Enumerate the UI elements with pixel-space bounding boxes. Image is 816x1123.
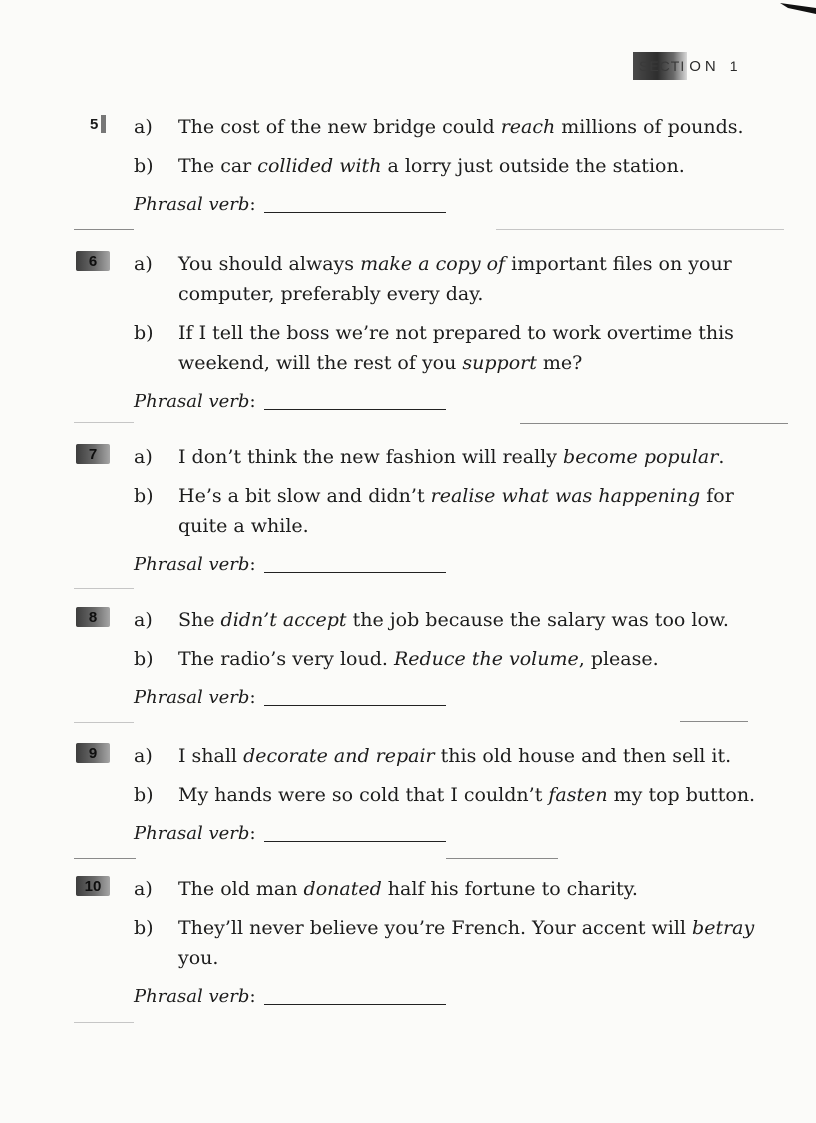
- sentence-segment: me?: [536, 352, 583, 374]
- exercise-5: [76, 112, 792, 219]
- target-phrase: fasten: [548, 784, 608, 806]
- sentence-text: [178, 780, 784, 810]
- phrasal-verb-label: Phrasal verb: [134, 687, 250, 708]
- exercise-6: [76, 249, 792, 416]
- divider: [74, 722, 134, 723]
- sentence-segment: .: [718, 446, 725, 468]
- sentence-segment: for quite a while.: [178, 485, 734, 537]
- phrasal-verb-row: Phrasal verb :: [134, 191, 792, 219]
- divider: [74, 422, 134, 423]
- phrasal-verb-label: Phrasal verb: [134, 986, 250, 1007]
- sentence-text: [178, 249, 784, 309]
- item-letter: a): [134, 446, 153, 468]
- page-number: 1: [729, 58, 738, 74]
- exercise-number: 5: [76, 114, 118, 134]
- sentence-segment: the job because the salary was too low.: [346, 609, 729, 631]
- sentence-b: [76, 913, 792, 973]
- sentence-segment: They’ll never believe you’re French. Your accent will: [178, 917, 693, 939]
- sentence-text: [178, 481, 784, 541]
- section-prefix: SECTI: [639, 58, 686, 74]
- sentence-segment: a lorry just outside the station.: [381, 155, 685, 177]
- sentence-segment: I don’t think the new fashion will really: [178, 446, 564, 468]
- divider: [74, 858, 136, 859]
- item-letter: b): [134, 485, 154, 507]
- exercise-8: [76, 605, 792, 712]
- sentence-b: [76, 644, 792, 674]
- section-header: [633, 52, 738, 80]
- target-phrase: make a copy of: [360, 253, 506, 275]
- target-phrase: betray: [692, 917, 755, 939]
- sentence-a: [76, 249, 792, 309]
- sentence-segment: millions of pounds.: [555, 116, 744, 138]
- sentence-segment: My hands were so cold that I couldn’t: [178, 784, 549, 806]
- phrasal-verb-row: Phrasal verb :: [134, 684, 792, 712]
- answer-blank[interactable]: [264, 552, 446, 573]
- sentence-a: [76, 741, 792, 771]
- sentence-segment: half his fortune to charity.: [381, 878, 638, 900]
- phrasal-verb-label: Phrasal verb: [134, 823, 250, 844]
- item-letter: a): [134, 253, 153, 275]
- sentence-segment: my top button.: [607, 784, 756, 806]
- item-letter: b): [134, 322, 154, 344]
- sentence-segment: She: [178, 609, 221, 631]
- item-letter: b): [134, 155, 154, 177]
- sentence-segment: You should always: [178, 253, 361, 275]
- exercise-number: 9: [76, 743, 110, 763]
- divider: [74, 1022, 134, 1023]
- exercise-number: 10: [76, 876, 110, 896]
- item-letter: b): [134, 917, 154, 939]
- phrasal-verb-label: Phrasal verb: [134, 554, 250, 575]
- target-phrase: didn’t accept: [220, 609, 347, 631]
- sentence-a: [76, 874, 792, 904]
- item-letter: b): [134, 648, 154, 670]
- sentence-b: [76, 780, 792, 810]
- exercise-10: [76, 874, 792, 1011]
- sentence-text: [178, 151, 784, 181]
- sentence-text: [178, 318, 784, 378]
- phrasal-verb-row: Phrasal verb :: [134, 820, 792, 848]
- phrasal-verb-label: Phrasal verb: [134, 391, 250, 412]
- sentence-segment: If I tell the boss we’re not prepared to work overtime this weekend, will the rest of you: [178, 322, 734, 374]
- target-phrase: decorate and repair: [243, 745, 435, 767]
- sentence-b: [76, 481, 792, 541]
- phrasal-verb-row: Phrasal verb :: [134, 551, 792, 579]
- phrasal-verb-row: Phrasal verb :: [134, 388, 792, 416]
- sentence-text: [178, 442, 784, 472]
- target-phrase: realise what was happening: [430, 485, 701, 507]
- sentence-segment: The radio’s very loud.: [178, 648, 394, 670]
- exercise-9: [76, 741, 792, 848]
- sentence-b: [76, 318, 792, 378]
- sentence-a: [76, 605, 792, 635]
- item-letter: a): [134, 745, 153, 767]
- sentence-segment: The car: [178, 155, 258, 177]
- section-band: [633, 52, 687, 80]
- target-phrase: donated: [303, 878, 382, 900]
- exercise-number: 7: [76, 444, 110, 464]
- phrasal-verb-label: Phrasal verb: [134, 194, 250, 215]
- sentence-segment: you.: [178, 947, 219, 969]
- target-phrase: support: [462, 352, 537, 374]
- divider: [446, 858, 558, 859]
- item-letter: a): [134, 609, 153, 631]
- sentence-text: [178, 741, 784, 771]
- sentence-segment: He’s a bit slow and didn’t: [178, 485, 431, 507]
- sentence-text: [178, 605, 784, 635]
- sentence-text: [178, 112, 784, 142]
- sentence-a: [76, 442, 792, 472]
- sentence-text: [178, 644, 784, 674]
- divider: [74, 229, 134, 230]
- sentence-segment: The cost of the new bridge could: [178, 116, 501, 138]
- divider: [520, 423, 788, 424]
- exercise-number: 6: [76, 251, 110, 271]
- phrasal-verb-row: Phrasal verb :: [134, 983, 792, 1011]
- answer-blank[interactable]: [264, 192, 446, 213]
- item-letter: a): [134, 878, 153, 900]
- divider: [496, 229, 784, 230]
- sentence-segment: , please.: [578, 648, 659, 670]
- divider: [74, 588, 134, 589]
- answer-blank[interactable]: [264, 984, 446, 1005]
- target-phrase: become popular: [563, 446, 719, 468]
- answer-blank[interactable]: [264, 821, 446, 842]
- target-phrase: reach: [500, 116, 556, 138]
- answer-blank[interactable]: [264, 389, 446, 410]
- sentence-segment: I shall: [178, 745, 244, 767]
- exercise-7: [76, 442, 792, 579]
- page-corner-mark: [776, 0, 816, 14]
- answer-blank[interactable]: [264, 685, 446, 706]
- target-phrase: Reduce the volume: [393, 648, 579, 670]
- item-letter: a): [134, 116, 153, 138]
- sentence-a: [76, 112, 792, 142]
- sentence-segment: The old man: [178, 878, 304, 900]
- target-phrase: collided with: [257, 155, 382, 177]
- sentence-segment: this old house and then sell it.: [434, 745, 732, 767]
- sentence-text: [178, 874, 784, 904]
- exercise-number: 8: [76, 607, 110, 627]
- sentence-b: [76, 151, 792, 181]
- item-letter: b): [134, 784, 154, 806]
- sentence-text: [178, 913, 784, 973]
- section-label: ON: [689, 57, 720, 75]
- divider: [680, 721, 748, 722]
- sentence-segment: important files on your computer, preferably every day.: [178, 253, 732, 305]
